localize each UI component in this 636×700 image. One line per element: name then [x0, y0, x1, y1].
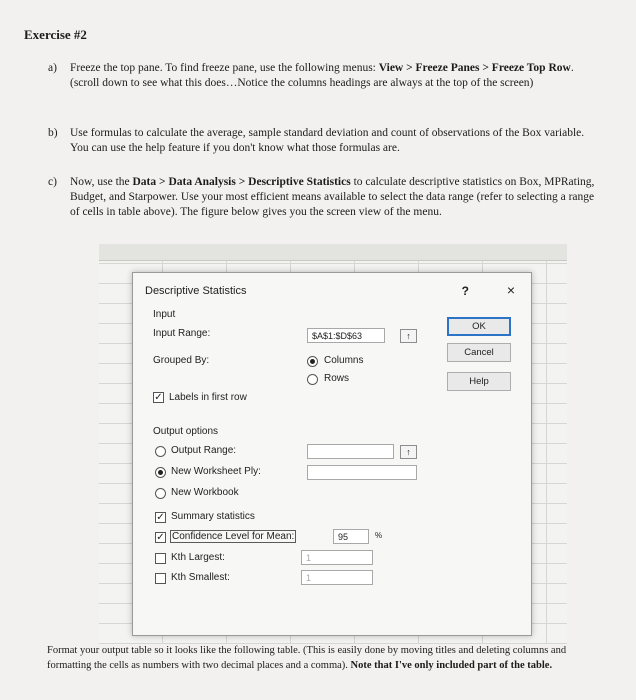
footer-note: Note that I've only included part of the table. — [350, 660, 553, 671]
item-b-text: Use formulas to calculate the average, sample standard deviation and count of observations of the Box variable. You can use the help feature if you don't know what those formulas are. — [70, 127, 585, 154]
item-label-b: b) — [48, 127, 58, 139]
item-c-text-1: Now, use the — [70, 176, 133, 188]
output-options-label: Output options — [153, 426, 219, 437]
new-worksheet-label: New Worksheet Ply: — [171, 466, 261, 477]
labels-first-row-label: Labels in first row — [169, 392, 247, 403]
descriptive-statistics-dialog — [132, 272, 532, 636]
kth-largest-field[interactable]: 1 — [301, 550, 373, 565]
instruction-b — [48, 126, 600, 156]
output-range-collapse-button[interactable]: ↑ — [400, 445, 417, 459]
item-a-text-2: . (scroll down to see what this does…Notice the columns headings are always at the top of the screen) — [70, 62, 574, 89]
percent-symbol: % — [375, 531, 383, 540]
help-icon[interactable]: ? — [461, 284, 469, 298]
summary-statistics-checkbox[interactable]: ✓ — [156, 512, 165, 523]
exercise-heading: Exercise #2 — [24, 27, 87, 42]
formatting-instruction — [47, 643, 607, 673]
input-range-field[interactable]: $A$1:$D$63 — [307, 328, 385, 343]
instruction-a — [48, 61, 600, 91]
output-range-field[interactable] — [307, 444, 394, 459]
output-range-radio[interactable] — [155, 446, 166, 457]
item-c-menu-path: Data > Data Analysis > Descriptive Statistics — [132, 176, 351, 188]
columns-label: Columns — [324, 355, 364, 366]
kth-smallest-label: Kth Smallest: — [171, 572, 230, 583]
kth-smallest-checkbox[interactable] — [155, 573, 166, 584]
rows-radio[interactable] — [307, 374, 318, 385]
input-range-label: Input Range: — [153, 328, 211, 339]
input-range-collapse-button[interactable]: ↑ — [400, 329, 417, 343]
summary-statistics-label: Summary statistics — [171, 511, 255, 522]
confidence-level-checkbox[interactable]: ✓ — [156, 532, 165, 543]
close-icon[interactable]: × — [506, 282, 515, 298]
item-label-c: c) — [48, 176, 57, 188]
new-workbook-label: New Workbook — [171, 487, 239, 498]
confidence-level-label: Confidence Level for Mean: — [172, 531, 295, 542]
item-a-menu-path: View > Freeze Panes > Freeze Top Row — [378, 62, 571, 74]
columns-radio[interactable] — [307, 356, 318, 367]
new-worksheet-field[interactable] — [307, 465, 417, 480]
cancel-button[interactable]: Cancel — [447, 343, 511, 362]
grouped-by-label: Grouped By: — [153, 355, 210, 366]
new-worksheet-radio[interactable] — [155, 467, 166, 478]
new-workbook-radio[interactable] — [155, 488, 166, 499]
item-c-text-2: to calculate descriptive statistics on Box, MPRating, Budget, and Starpower. Use your most efficient means available to select the data range (refer to selecting a range of cells in table above). The figure below gives you the screen view of the menu. — [70, 176, 595, 218]
item-a-text-1: Freeze the top pane. To find freeze pane, use the following menus: — [70, 62, 379, 74]
input-section-label: Input — [153, 309, 176, 320]
confidence-level-field[interactable]: 95 — [333, 529, 369, 544]
kth-smallest-field[interactable]: 1 — [301, 570, 373, 585]
spreadsheet-column-header — [99, 244, 567, 261]
ok-button[interactable]: OK — [447, 317, 511, 336]
dialog-title: Descriptive Statistics — [145, 285, 247, 297]
rows-label: Rows — [324, 373, 350, 384]
instruction-c — [48, 175, 600, 220]
help-button[interactable]: Help — [447, 372, 511, 391]
kth-largest-checkbox[interactable] — [155, 553, 166, 564]
output-range-label: Output Range: — [171, 445, 237, 456]
item-label-a: a) — [48, 62, 57, 74]
labels-first-row-checkbox[interactable]: ✓ — [154, 392, 163, 403]
kth-largest-label: Kth Largest: — [171, 552, 225, 563]
footer-text: Format your output table so it looks like the following table. (This is easily done by moving titles and deleting columns and formatting the cells as numbers with two decimal places and a comma). — [47, 645, 567, 671]
